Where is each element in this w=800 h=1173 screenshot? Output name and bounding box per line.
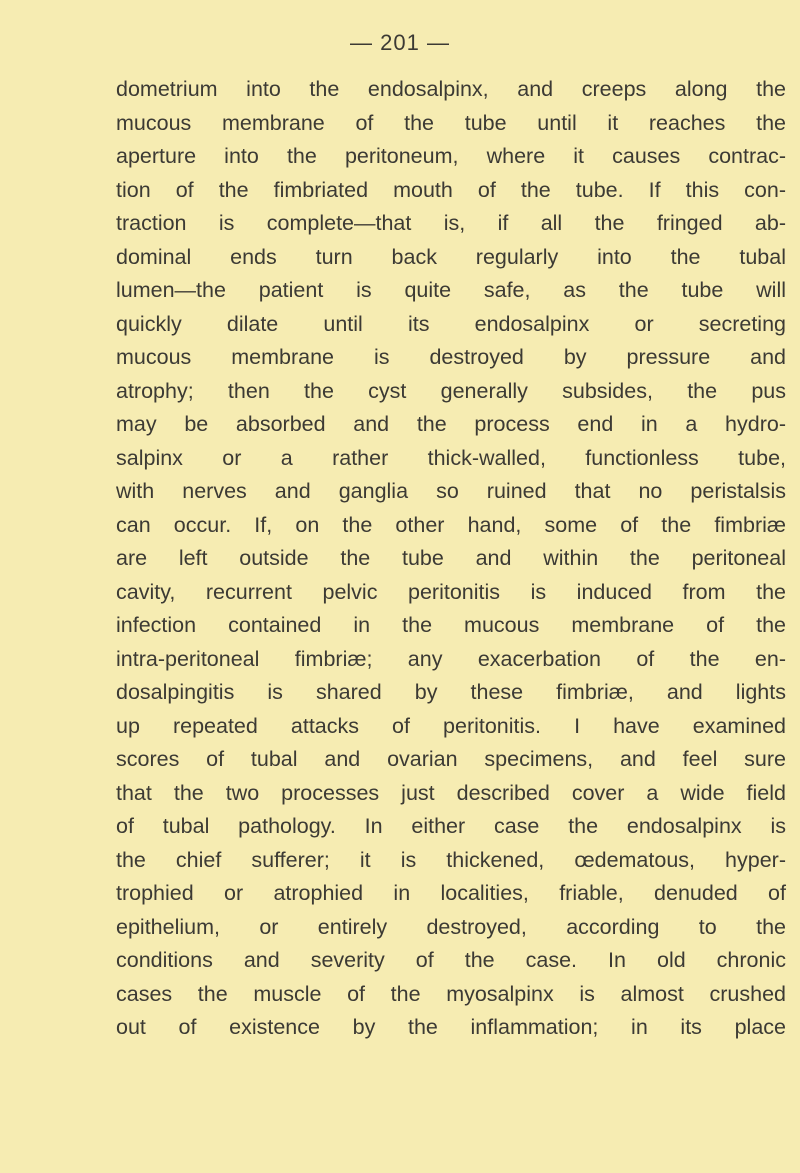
- text-line: dometrium into the endosalpinx, and creeps along the: [116, 77, 786, 101]
- text-line: dominal ends turn back regularly into the tubal: [116, 244, 786, 269]
- text-line: the chief sufferer; it is thickened, œdematous, hyper-: [116, 847, 786, 872]
- text-line: up repeated attacks of peritonitis. I have examined: [116, 713, 786, 738]
- page-number: — 201 —: [350, 30, 450, 55]
- text-line: of tubal pathology. In either case the endosalpinx is: [116, 814, 786, 838]
- text-line: with nerves and ganglia so ruined that no peristalsis: [116, 479, 786, 503]
- text-line: traction is complete—that is, if all the fringed ab-: [116, 211, 786, 235]
- text-line: lumen—the patient is quite safe, as the tube will: [116, 278, 786, 302]
- body-text: [116, 73, 786, 1045]
- text-line: trophied or atrophied in localities, friable, denuded of: [116, 881, 786, 905]
- text-line: conditions and severity of the case. In old chronic: [116, 948, 786, 972]
- text-line: are left outside the tube and within the peritoneal: [116, 546, 786, 570]
- text-line: scores of tubal and ovarian specimens, and feel sure: [116, 747, 786, 771]
- text-line: aperture into the peritoneum, where it causes contrac-: [116, 144, 786, 168]
- text-line: quickly dilate until its endosalpinx or secreting: [116, 311, 786, 336]
- text-line: out of existence by the inflammation; in its place: [116, 1015, 786, 1039]
- text-line: can occur. If, on the other hand, some of the fimbriæ: [116, 512, 786, 537]
- text-line: mucous membrane of the tube until it reaches the: [116, 110, 786, 135]
- text-line: salpinx or a rather thick-walled, functionless tube,: [116, 445, 786, 470]
- text-line: intra-peritoneal fimbriæ; any exacerbation of the en-: [116, 646, 786, 671]
- text-line: mucous membrane is destroyed by pressure and: [116, 345, 786, 369]
- text-line: infection contained in the mucous membrane of the: [116, 613, 786, 637]
- text-line: tion of the fimbriated mouth of the tube. If this con-: [116, 177, 786, 202]
- text-line: cases the muscle of the myosalpinx is almost crushed: [116, 981, 786, 1006]
- text-line: dosalpingitis is shared by these fimbriæ, and lights: [116, 680, 786, 704]
- text-line: may be absorbed and the process end in a hydro-: [116, 412, 786, 436]
- text-line: cavity, recurrent pelvic peritonitis is induced from the: [116, 579, 786, 604]
- text-line: epithelium, or entirely destroyed, according to the: [116, 914, 786, 939]
- text-line: that the two processes just described cover a wide field: [116, 780, 786, 805]
- text-line: atrophy; then the cyst generally subsides, the pus: [116, 378, 786, 403]
